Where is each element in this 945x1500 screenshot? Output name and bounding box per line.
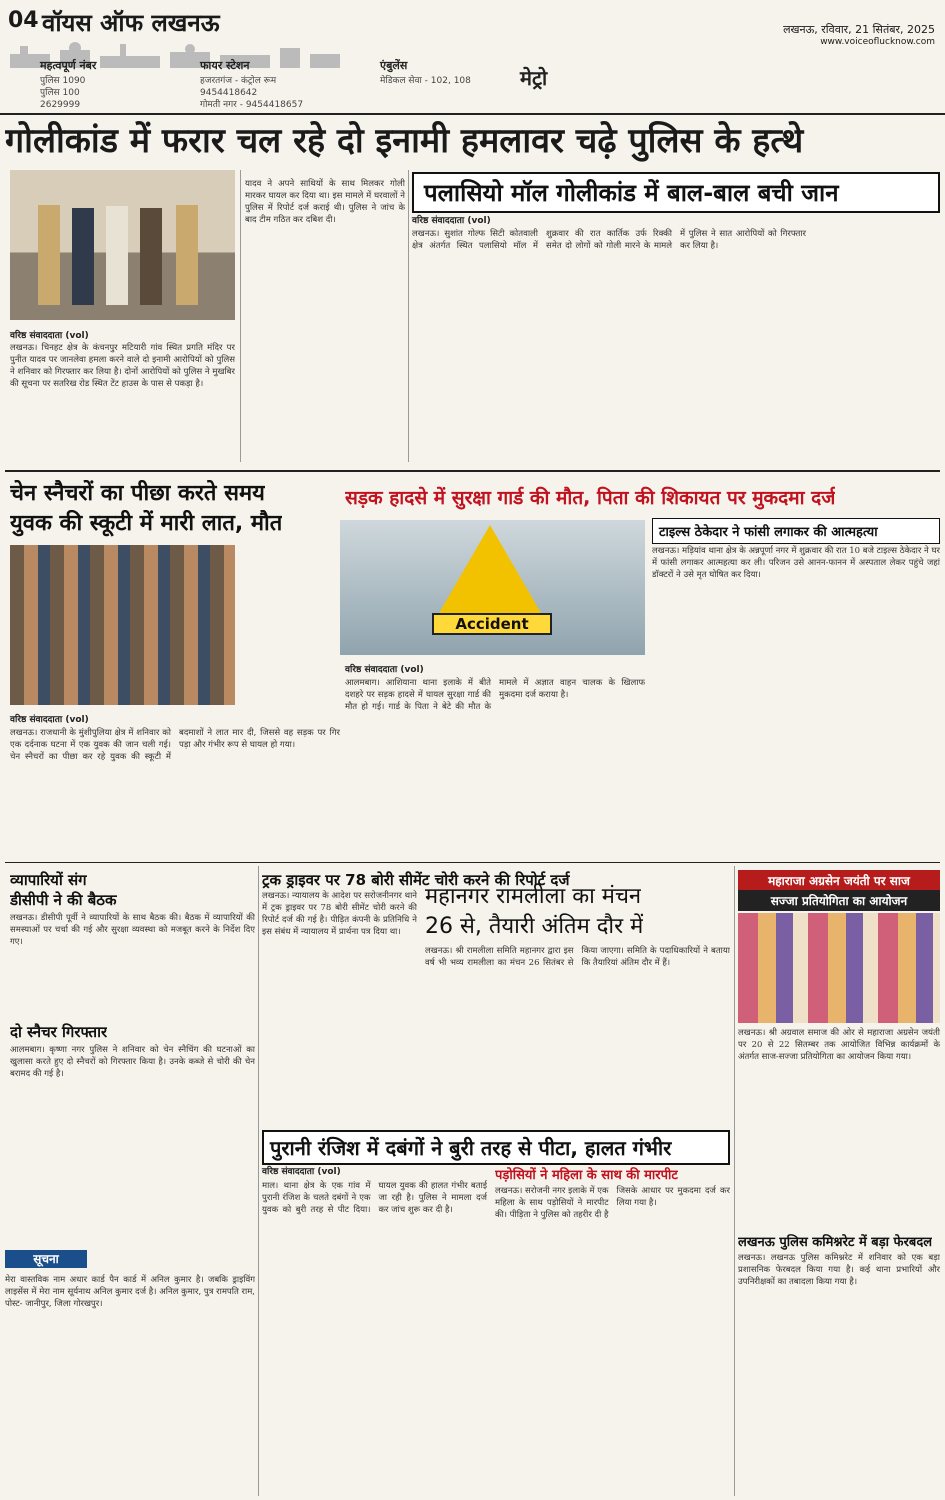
rangish-headline: पुरानी रंजिश में दबंगों ने बुरी तरह से पीटा, हालत गंभीर <box>262 1130 730 1165</box>
column-rule <box>258 866 259 1496</box>
lead-text-left: लखनऊ। चिनहट क्षेत्र के कंचनपुर मटियारी गांव स्थित प्रगति मंदिर पर पुनीत यादव पर जानलेवा हमला करने वाले दो इनामी आरोपियों को पुलिस ने शनिवार को गिरफ्तार कर लिया है। दोनों आरोपियों को पुलिस ने मुखबिर की सूचना पर सतरिख रोड स्थित टेंट हाउस के पास से पकड़ा है। <box>10 343 235 389</box>
neighbours-headline: पड़ोसियों ने महिला के साथ की मारपीट <box>495 1168 678 1183</box>
page-number: 04 <box>8 8 39 33</box>
truck-text: लखनऊ। न्यायालय के आदेश पर सरोजनीनगर थाने में ट्रक ड्राइवर पर 78 बोरी सीमेंट चोरी करने की रिपोर्ट दर्ज की गई है। पीड़ित कंपनी के प्रतिनिधि ने इस संबंध में न्यायालय में प्रार्थना पत्र दिया था। <box>262 891 417 937</box>
lead-subheadline: पलासियो मॉल गोलीकांड में बाल-बाल बची जान <box>412 172 940 213</box>
fire-row: 9454418642 <box>200 88 258 98</box>
tiles-text: लखनऊ। मड़ियांव थाना क्षेत्र के अन्नपूर्णा नगर में शुक्रवार की रात 10 बजे टाइल्स ठेकेदार ने घर में फांसी लगाकर आत्महत्या कर ली। परिजन उसे आनन-फानन में अस्पताल लेकर पहुंचे जहां डॉक्टरों ने उसे मृत घोषित कर दिया। <box>652 546 940 580</box>
notice-text: मेरा वास्तविक नाम अधार कार्ड पैन कार्ड में अनिल कुमार है। जबकि ड्राइविंग लाइसेंस में मेरा नाम सूर्यनाथ अनिल कुमार दर्ज है। अनिल कुमार, पुत्र रामपति राम, पोस्ट- जानीपुर, जिला गोरखपुर। <box>5 1275 255 1309</box>
chain-headline-1: चेन स्नैचरों का पीछा करते समय <box>10 481 265 506</box>
ambulance-row: मेडिकल सेवा - 102, 108 <box>380 76 471 86</box>
lead-byline-right: वरिष्ठ संवाददाता (vol) <box>412 216 491 226</box>
ramlila-text: लखनऊ। श्री रामलीला समिति महानगर द्वारा इस वर्ष भी भव्य रामलीला का मंचन 26 सितंबर से किया जाएगा। समिति के पदाधिकारियों ने बताया कि तैयारियां अंतिम दौर में हैं। <box>425 946 730 968</box>
column-rule <box>408 170 409 462</box>
vyapari-headline-2: डीसीपी ने की बैठक <box>10 891 117 909</box>
accident-sign-label: Accident <box>432 613 552 635</box>
warning-sign-icon <box>435 525 545 620</box>
truck-headline: ट्रक ड्राइवर पर 78 बोरी सीमेंट चोरी करने की रिपोर्ट दर्ज <box>262 871 570 889</box>
group-photo <box>738 913 940 1023</box>
number-row: पुलिस 100 <box>40 88 80 98</box>
fire-row: हजरतगंज - कंट्रोल रूम <box>200 76 277 86</box>
masthead <box>0 0 945 115</box>
commissionerate-text: लखनऊ। लखनऊ पुलिस कमिश्नरेट में शनिवार को एक बड़ा प्रशासनिक फेरबदल किया गया है। कई थाना प्रभारियों और उपनिरीक्षकों का तबादला किया गया है। <box>738 1253 940 1287</box>
chain-headline-2: युवक की स्कूटी में मारी लात, मौत <box>10 511 283 536</box>
column-rule <box>734 866 735 1496</box>
rangish-text: माल। थाना क्षेत्र के एक गांव में पुरानी रंजिश के चलते दबंगों ने एक युवक को बुरी तरह से पीट दिया। घायल युवक की हालत गंभीर बताई जा रही है। पुलिस ने मामला दर्ज कर जांच शुरू कर दी है। <box>262 1181 487 1215</box>
number-row: पुलिस 1090 <box>40 76 86 86</box>
accident-photo <box>340 520 645 655</box>
ambulance <box>380 58 520 87</box>
date-text: लखनऊ, रविवार, 21 सितंबर, 2025 <box>783 23 935 36</box>
info-bar <box>40 58 580 113</box>
vyapari-text: लखनऊ। डीसीपी पूर्वी ने व्यापारियों के साथ बैठक की। बैठक में व्यापारियों की समस्याओं पर चर्चा की गई और सुरक्षा व्यवस्था को मजबूत करने के निर्देश दिए गए। <box>10 913 255 947</box>
column-rule <box>240 170 241 462</box>
vyapari-headline-1: व्यापारियों संग <box>10 871 87 889</box>
neighbours-text: लखनऊ। सरोजनी नगर इलाके में एक महिला के साथ पड़ोसियों ने मारपीट की। पीड़िता ने पुलिस को तहरीर दी है जिसके आधार पर मुकदमा दर्ज कर लिया गया है। <box>495 1186 730 1220</box>
agrasen-text: लखनऊ। श्री अग्रवाल समाज की ओर से महाराजा अग्रसेन जयंती पर 20 से 22 सितम्बर तक आयोजित विभिन्न कार्यक्रमों के अंतर्गत साज-सज्जा प्रतियोगिता का आयोजन किया गया। <box>738 1028 940 1062</box>
lead-headline: गोलीकांड में फरार चल रहे दो इनामी हमलावर चढ़े पुलिस के हत्थे <box>5 121 804 161</box>
agrasen-headline-1: महाराजा अग्रसेन जयंती पर साज <box>738 870 940 891</box>
snatcher-headline: दो स्नैचर गिरफ्तार <box>10 1023 108 1041</box>
section-label: मेट्रो <box>520 66 548 90</box>
ramlila-headline-1: महानगर रामलीला का मंचन <box>425 884 642 909</box>
police-arrest-photo <box>10 170 235 320</box>
fire-row: गोमती नगर - 9454418657 <box>200 100 304 110</box>
number-row: 2629999 <box>40 100 81 110</box>
important-numbers <box>40 58 190 111</box>
lead-text-right: लखनऊ। सुशांत गोल्फ सिटी कोतवाली क्षेत्र अंतर्गत स्थित पलासियो मॉल में शुक्रवार की रात कार्तिक उर्फ रिक्की समेत दो लोगों को गोली मारने के मामले में पुलिस ने सात आरोपियों को गिरफ्तार कर लिया है। <box>412 229 806 251</box>
notice-title: सूचना <box>5 1250 87 1268</box>
agrasen-headline-2: सज्जा प्रतियोगिता का आयोजन <box>738 890 940 911</box>
chain-text: लखनऊ। राजधानी के मुंशीपुलिया क्षेत्र में शनिवार को एक दर्दनाक घटना में एक युवक की जान चली गई। चेन स्नैचरों का पीछा कर रहे युवक की स्कूटी में बदमाशों ने लात मार दी, जिससे वह सड़क पर गिर पड़ा और गंभीर रूप से घायल हो गया। <box>10 728 340 762</box>
tiles-headline: टाइल्स ठेकेदार ने फांसी लगाकर की आत्महत्या <box>652 518 940 544</box>
divider <box>5 862 940 863</box>
ramlila-headline-2: 26 से, तैयारी अंतिम दौर में <box>425 914 644 939</box>
accident-text: आलमबाग। आशियाना थाना इलाके में बीते दशहरे पर सड़क हादसे में घायल सुरक्षा गार्ड की मौत हो गई। गार्ड के पिता ने बेटे की मौत के मामले में अज्ञात वाहन चालक के खिलाफ मुकदमा दर्ज कराया है। <box>345 678 645 712</box>
crowd-photo <box>10 545 235 705</box>
accident-byline: वरिष्ठ संवाददाता (vol) <box>345 665 424 675</box>
rangish-byline: वरिष्ठ संवाददाता (vol) <box>262 1167 341 1177</box>
commissionerate-headline: लखनऊ पुलिस कमिश्नरेट में बड़ा फेरबदल <box>738 1235 933 1250</box>
fire-title: फायर स्टेशन <box>200 59 250 72</box>
accident-headline: सड़क हादसे में सुरक्षा गार्ड की मौत, पिता की शिकायत पर मुकदमा दर्ज <box>345 487 836 509</box>
divider <box>5 470 940 472</box>
lead-byline-left: वरिष्ठ संवाददाता (vol) <box>10 331 89 341</box>
fire-station <box>200 58 370 111</box>
dateline <box>783 22 935 47</box>
important-numbers-title: महत्वपूर्ण नंबर <box>40 59 97 72</box>
lead-text-mid: यादव ने अपने साथियों के साथ मिलकर गोली मारकर घायल कर दिया था। इस मामले में घरवालों ने पुलिस में रिपोर्ट दर्ज कराई थी। पुलिस ने जांच के बाद टीम गठित कर दबिश दी। <box>245 179 405 225</box>
website-link[interactable]: www.voiceoflucknow.com <box>820 37 935 47</box>
snatcher-text: आलमबाग। कृष्णा नगर पुलिस ने शनिवार को चेन स्नैचिंग की घटनाओं का खुलासा करते हुए दो स्नैचरों को गिरफ्तार किया है। उनके कब्जे से चोरी की चेन बरामद की गई है। <box>10 1045 255 1079</box>
brand-title: वॉयस ऑफ लखनऊ <box>42 9 220 37</box>
ambulance-title: एंबुलेंस <box>380 59 408 72</box>
chain-byline: वरिष्ठ संवाददाता (vol) <box>10 715 89 725</box>
